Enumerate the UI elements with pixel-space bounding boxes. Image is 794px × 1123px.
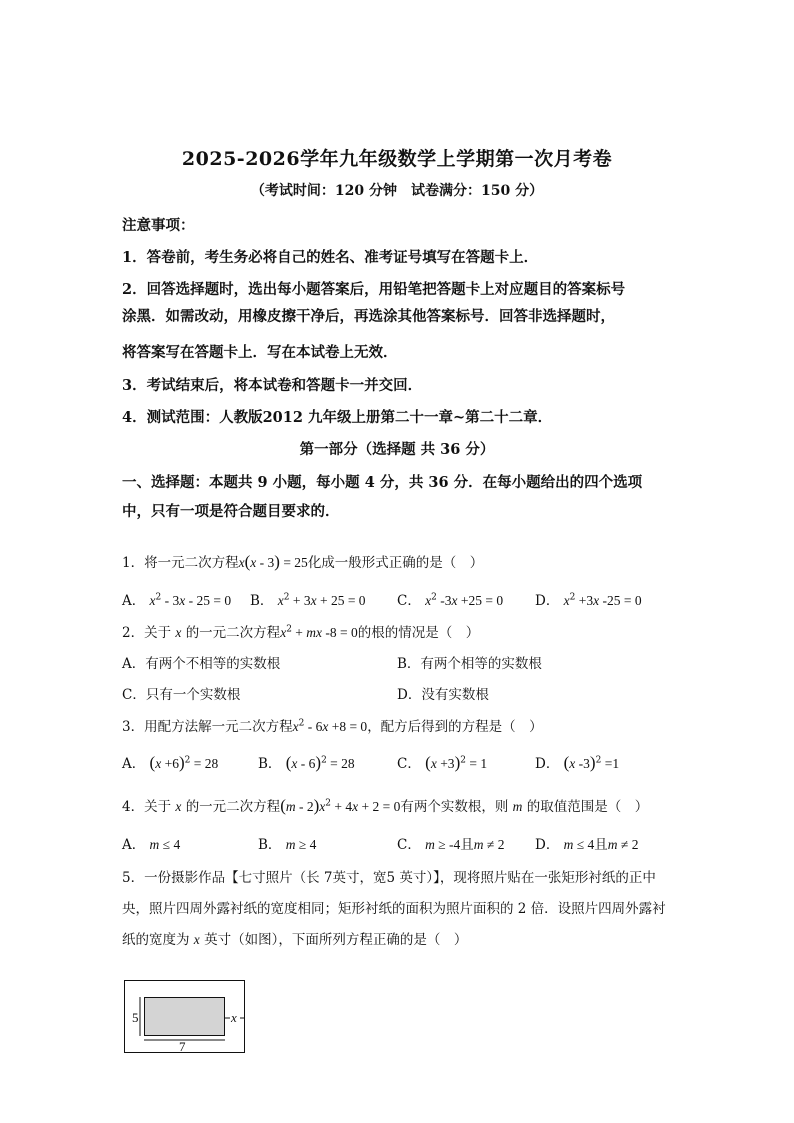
question-3-option-d: D． (x -3)$^2$ =1 — [535, 753, 620, 772]
question-1-option-a: A． $x^2 - 3x - 25 = 0$ — [122, 592, 232, 609]
photo-rect — [145, 998, 225, 1036]
question-3-option-a: A． $(x +6)^2 = 28$ — [122, 753, 219, 772]
question-5-line: 央，照片四周外露衬纸的宽度相同；矩形衬纸的面积为照片面积的 2 倍．设照片四周外露衬 — [122, 901, 666, 917]
exam-subtitle: （考试时间：120 分钟 试卷满分：150 分） — [250, 183, 544, 199]
question-2-option-b: B．有两个相等的实数根 — [397, 656, 542, 672]
question-5-line: 5．一份摄影作品【七寸照片（长 7英寸，宽5 英寸）】，现将照片贴在一张矩形衬纸的正中 — [122, 870, 656, 886]
note-item: 涂黑．如需改动，用橡皮擦干净后，再选涂其他答案标号．回答非选择题时， — [122, 308, 615, 325]
question-2-option-c: C．只有一个实数根 — [122, 687, 241, 703]
question-4-stem: 4．关于 x 的一元二次方程$(m - 2)x^2 + 4x + 2 = 0$有两个实数根，则 m 的取值范围是（ ） — [122, 796, 649, 815]
question-1-stem: 1．将一元二次方程x(x - 3) = 25化成一般形式正确的是（ ） — [122, 552, 484, 571]
photo-mount-figure — [120, 975, 250, 1057]
note-item: 1．答卷前，考生务必将自己的姓名、准考证号填写在答题卡上． — [122, 249, 539, 266]
question-2-option-a: A．有两个不相等的实数根 — [122, 656, 281, 672]
question-3-option-b: B． (x - 6)$^2$ = 28 — [258, 753, 355, 772]
height-label: 5 — [132, 1010, 139, 1025]
question-4-option-a: A． m ≤ 4 — [122, 837, 181, 853]
question-1-option-d: D． $x^2 +3x$ -25 = 0 — [535, 592, 642, 609]
section-instructions: 一、选择题：本题共 9 小题，每小题 4 分，共 36 分．在每小题给出的四个选项 — [122, 474, 643, 491]
notes-heading: 注意事项： — [122, 217, 195, 234]
exam-title: 2025-2026学年九年级数学上学期第一次月考卷 — [181, 148, 613, 170]
question-3-stem: 3．用配方法解一元二次方程$x^2 - 6x +8 = 0$，配方后得到的方程是（ ） — [122, 718, 543, 735]
question-2-stem: 2．关于 x 的一元二次方程$x^2$ + mx -8 = 0的根的情况是（ ） — [122, 624, 480, 641]
note-item: 将答案写在答题卡上．写在本试卷上无效． — [122, 344, 398, 361]
part1-heading: 第一部分（选择题 共 36 分） — [299, 441, 495, 458]
section-instructions-cont: 中，只有一项是符合题目要求的． — [122, 503, 340, 520]
question-2-option-d: D．没有实数根 — [397, 687, 489, 703]
question-1-option-b: B． $x^2 + 3x + 25 = 0$ — [250, 592, 366, 609]
note-item: 4．测试范围：人教版2012 九年级上册第二十一章~第二十二章． — [122, 409, 553, 426]
note-item: 3．考试结束后，将本试卷和答题卡一并交回． — [122, 377, 423, 394]
note-item: 2．回答选择题时，选出每小题答案后，用铅笔把答题卡上对应题目的答案标号 — [122, 281, 626, 298]
question-4-option-c: C． m ≥ -4且m ≠ 2 — [397, 837, 505, 853]
question-3-option-c: C． $(x +3)^2 = 1$ — [397, 753, 488, 772]
question-5-line: 纸的宽度为 x 英寸（如图），下面所列方程正确的是（ ） — [122, 932, 468, 948]
question-1-option-c: C． $x^2$ -3x +25 = 0 — [397, 592, 504, 609]
x-label: x — [231, 1010, 237, 1025]
question-4-option-d: D． m ≤ 4且m ≠ 2 — [535, 837, 639, 853]
width-label: 7 — [179, 1039, 186, 1054]
question-4-option-b: B． m ≥ 4 — [258, 837, 317, 853]
